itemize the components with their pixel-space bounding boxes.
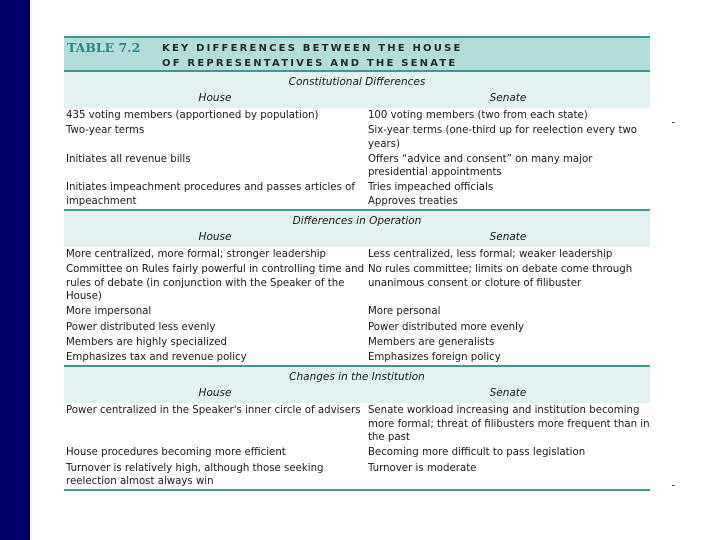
- slide-mark: [672, 122, 675, 123]
- table-row: [64, 108, 650, 123]
- house-cell: More centralized, more formal; stronger leadership: [66, 249, 327, 261]
- table-sections: [64, 72, 650, 491]
- house-cell: House procedures becoming more efficient: [66, 447, 286, 459]
- slide-sidebar-bar: [0, 0, 30, 540]
- comparison-table: [64, 36, 650, 491]
- senate-cell: Power distributed more evenly: [367, 321, 524, 333]
- table-row: [64, 461, 650, 490]
- house-cell: 435 voting members (apportioned by population): [66, 110, 319, 121]
- section-heading: Differences in Operation: [292, 215, 422, 228]
- section-header: [64, 367, 650, 403]
- column-header-house: House: [198, 92, 232, 104]
- column-header-house: House: [198, 231, 232, 244]
- senate-cell: Six-year terms (one-third up for reelection every two years): [367, 125, 638, 150]
- house-cell: Power distributed less evenly: [66, 321, 216, 333]
- house-cell: More impersonal: [66, 306, 152, 318]
- table-section: [64, 72, 650, 211]
- table-row: [64, 247, 650, 262]
- column-header-senate: Senate: [489, 387, 527, 400]
- senate-cell: 100 voting members (two from each state): [367, 110, 588, 121]
- table-row: [64, 304, 650, 319]
- slide-mark: [672, 485, 675, 486]
- title-line-1: KEY DIFFERENCES BETWEEN THE HOUSE: [162, 43, 463, 54]
- table-title: [64, 36, 650, 72]
- senate-cell: Less centralized, less formal; weaker leadership: [367, 249, 613, 261]
- senate-cell: Becoming more difficult to pass legislation: [367, 447, 586, 459]
- senate-cell: Tries impeached officials Approves treaties: [367, 182, 494, 207]
- house-cell: Committee on Rules fairly powerful in controlling time and rules of debate (in conjunction with the Speaker of the House): [66, 264, 365, 302]
- table-row: [64, 335, 650, 350]
- house-cell: Initiates all revenue bills: [66, 153, 191, 165]
- house-cell: Turnover is relatively high, although those seeking reelection almost always win: [66, 462, 324, 487]
- section-heading: Constitutional Differences: [288, 76, 426, 88]
- table-row: [64, 152, 650, 181]
- senate-cell: Offers “advice and consent” on many major presidential appointments: [367, 153, 593, 179]
- house-cell: Initiates impeachment procedures and passes articles of impeachment: [66, 182, 355, 207]
- house-cell: Members are highly specialized: [66, 336, 227, 348]
- title-line-2: OF REPRESENTATIVES AND THE SENATE: [162, 58, 458, 69]
- senate-cell: Emphasizes foreign policy: [367, 352, 501, 364]
- senate-cell: Senate workload increasing and institution becoming more formal; threat of filibusters more frequent than in the past: [367, 405, 650, 444]
- column-header-house: House: [198, 387, 232, 400]
- table-section: [64, 211, 650, 367]
- house-cell: Emphasizes tax and revenue policy: [66, 352, 247, 364]
- section-header: [64, 72, 650, 108]
- senate-cell: Members are generalists: [367, 336, 495, 348]
- table-number: TABLE 7.2: [67, 40, 141, 55]
- table-row: [64, 262, 650, 304]
- section-heading: Changes in the Institution: [289, 371, 425, 384]
- column-header-senate: Senate: [489, 92, 527, 104]
- table-row: [64, 403, 650, 445]
- table-row: [64, 320, 650, 335]
- table-row: [64, 445, 650, 460]
- house-cell: Two-year terms: [66, 125, 145, 137]
- senate-cell: No rules committee; limits on debate come through unanimous consent or cloture of filibuster: [367, 264, 633, 289]
- column-header-senate: Senate: [489, 231, 527, 244]
- table-row: [64, 123, 650, 152]
- senate-cell: More personal: [367, 306, 441, 318]
- table-row: [64, 350, 650, 365]
- house-cell: Power centralized in the Speaker's inner circle of advisers: [66, 405, 361, 417]
- table-section: [64, 367, 650, 491]
- section-header: [64, 211, 650, 247]
- senate-cell: Turnover is moderate: [367, 462, 477, 474]
- table-row: [64, 180, 650, 209]
